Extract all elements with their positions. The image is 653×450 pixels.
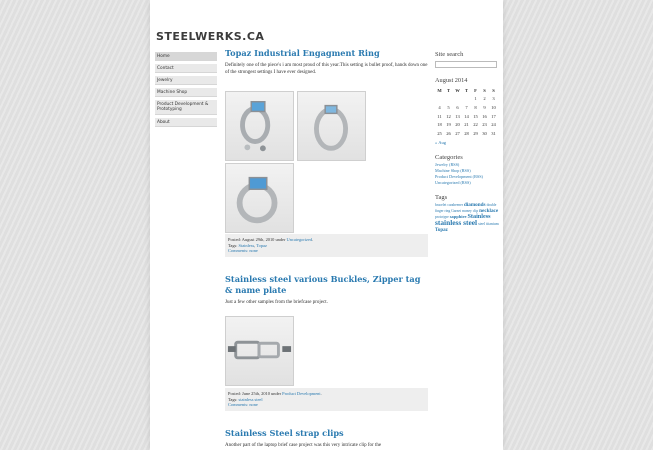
tag-cloud-link[interactable]: Garnet xyxy=(451,208,462,213)
comments-link[interactable]: Comments: none xyxy=(228,402,258,407)
calendar-day: 30 xyxy=(482,130,487,136)
calendar-day: 9 xyxy=(483,104,486,110)
category-item[interactable]: Uncategorized (RSS) xyxy=(435,179,471,185)
posted-label: Posted: August 29th, 2010 under xyxy=(228,237,287,242)
category-link[interactable]: Uncategorized xyxy=(286,237,313,242)
tag-cloud-link[interactable]: double finger ring xyxy=(435,202,497,213)
calendar-day xyxy=(453,95,462,104)
calendar-day: 14 xyxy=(464,113,469,119)
post-title[interactable]: Topaz Industrial Engagment Ring xyxy=(225,48,380,58)
calendar-day: 25 xyxy=(437,130,442,136)
calendar-day: 1 xyxy=(474,96,477,102)
calendar-day: 21 xyxy=(464,122,469,128)
calendar-day: 12 xyxy=(446,113,451,119)
calendar-day: 6 xyxy=(456,104,459,110)
tag-cloud-link[interactable]: steel xyxy=(478,221,486,226)
tag-link[interactable]: Stainless xyxy=(238,242,255,248)
weekday-label: T xyxy=(464,87,469,93)
search-input[interactable] xyxy=(435,61,497,68)
calendar-day: 19 xyxy=(446,122,451,128)
weekday-label: W xyxy=(455,87,460,93)
calendar-day: 8 xyxy=(474,104,477,110)
tag-cloud-link[interactable]: sapphire xyxy=(449,213,467,219)
post-title[interactable]: Stainless Steel strap clips xyxy=(225,428,344,438)
calendar-day: 17 xyxy=(491,113,496,119)
nav-item-about[interactable]: About xyxy=(155,118,217,127)
nav-item-contact[interactable]: Contact xyxy=(155,64,217,73)
weekday-label: F xyxy=(474,87,477,93)
calendar-caption: August 2014 xyxy=(435,77,468,84)
calendar-day: 28 xyxy=(464,130,469,136)
ring-photo-1[interactable] xyxy=(225,91,294,161)
calendar-day: 3 xyxy=(492,96,495,102)
calendar-day: 22 xyxy=(473,122,478,128)
post-title[interactable]: Stainless steel various Buckles, Zipper tag & name plate xyxy=(225,274,421,295)
post-excerpt: Definitely one of the piece's i am most proud of this year.This setting is bullet proof, hands down one of the strongest settings I have ever designed. xyxy=(225,63,428,75)
calendar-week xyxy=(435,95,498,104)
tags-heading: Tags xyxy=(435,193,448,201)
tag-cloud-link[interactable]: prototype xyxy=(435,214,449,219)
category-list xyxy=(435,162,501,186)
weekday-label: S xyxy=(492,87,495,93)
tag-cloud-link[interactable]: titanium xyxy=(486,221,499,226)
nav-item-jewelry[interactable]: Jewelry xyxy=(155,76,217,85)
right-sidebar xyxy=(435,50,501,234)
post-meta xyxy=(225,388,428,411)
tag-cloud-link[interactable]: stainless steel xyxy=(435,217,478,227)
tag-cloud-link[interactable]: bracelet xyxy=(435,202,447,207)
posted-suffix: . xyxy=(320,391,322,396)
calendar-day: 16 xyxy=(482,113,487,119)
calendar-day: 2 xyxy=(483,96,486,102)
categories-heading: Categories xyxy=(435,153,463,161)
calendar-day: 27 xyxy=(455,130,460,136)
tag-cloud-link[interactable]: money clip xyxy=(462,208,479,213)
calendar-day: 7 xyxy=(465,104,468,110)
calendar-day: 26 xyxy=(446,130,451,136)
calendar-week xyxy=(435,120,498,129)
calendar-day xyxy=(435,95,444,104)
buckle-photo[interactable] xyxy=(225,316,294,386)
calendar-day: 18 xyxy=(437,122,442,128)
calendar-day: 10 xyxy=(491,104,496,110)
weekday-label: T xyxy=(446,87,451,93)
site-logo[interactable]: STEELWERKS.CA xyxy=(156,30,265,43)
nav-item-product-development[interactable]: Product Development & Prototyping xyxy=(155,100,217,115)
tag-link[interactable]: stainless steel xyxy=(238,396,263,402)
calendar xyxy=(435,86,498,138)
calendar-day: 4 xyxy=(438,104,441,110)
calendar-day: 31 xyxy=(491,130,496,136)
tag-cloud-link[interactable]: Stainless xyxy=(467,212,491,220)
page-container xyxy=(150,0,503,450)
comments-link[interactable]: Comments: none xyxy=(228,248,258,253)
post-excerpt: Just a few other samples from the briefcase project. xyxy=(225,300,328,305)
tag-cloud xyxy=(435,202,499,234)
posted-label: Posted: June 25th, 2010 under xyxy=(228,391,283,396)
calendar-day xyxy=(462,95,471,104)
tag-cloud-link[interactable]: diamonds xyxy=(463,201,486,208)
category-link[interactable]: Product Development xyxy=(282,391,321,396)
post-buckles xyxy=(225,274,428,407)
category-item[interactable]: Machine Shop (RSS) xyxy=(435,167,471,173)
tag-link[interactable]: Topaz xyxy=(256,242,267,248)
tag-cloud-link[interactable]: Topaz xyxy=(435,227,448,233)
nav-item-home[interactable]: Home xyxy=(155,52,217,61)
post-excerpt: Another part of the laptop brief case project was this very intricate clip for the xyxy=(225,443,382,448)
ring-photo-3[interactable] xyxy=(225,163,294,233)
calendar-day: 13 xyxy=(455,113,460,119)
tag-cloud-link[interactable]: necklace xyxy=(479,207,499,214)
post-topaz-ring xyxy=(225,48,428,253)
calendar-day: 15 xyxy=(473,113,478,119)
tags-label: Tags: xyxy=(228,242,239,248)
calendar-day xyxy=(444,95,453,104)
calendar-day: 20 xyxy=(455,122,460,128)
calendar-week xyxy=(435,112,498,121)
ring-photo-2[interactable] xyxy=(297,91,366,161)
category-item[interactable]: Product Development (RSS) xyxy=(435,173,483,179)
posted-suffix: . xyxy=(312,237,314,242)
search-heading: Site search xyxy=(435,51,464,58)
nav-item-machine-shop[interactable]: Machine Shop xyxy=(155,88,217,97)
tags-label: Tags: xyxy=(228,396,239,402)
calendar-day: 23 xyxy=(482,122,487,128)
calendar-day: 24 xyxy=(491,122,496,128)
post-meta: Posted: August 29th, 2010 under Uncategorized. Tags: Stainless, Topaz Comments: none xyxy=(225,234,428,257)
calendar-week xyxy=(435,129,498,138)
main-nav xyxy=(155,52,217,130)
calendar-day: 11 xyxy=(437,113,442,119)
weekday-label: M xyxy=(437,87,442,93)
calendar-day: 29 xyxy=(473,130,478,136)
category-item[interactable]: Jewelry (RSS) xyxy=(435,161,460,167)
weekday-label: S xyxy=(483,87,486,93)
calendar-week xyxy=(435,103,498,112)
tag-cloud-link[interactable]: carabeener xyxy=(447,202,463,207)
calendar-day: 5 xyxy=(447,104,450,110)
calendar-prev-link[interactable]: « Aug xyxy=(435,139,447,145)
post-strap-clips xyxy=(225,428,428,449)
